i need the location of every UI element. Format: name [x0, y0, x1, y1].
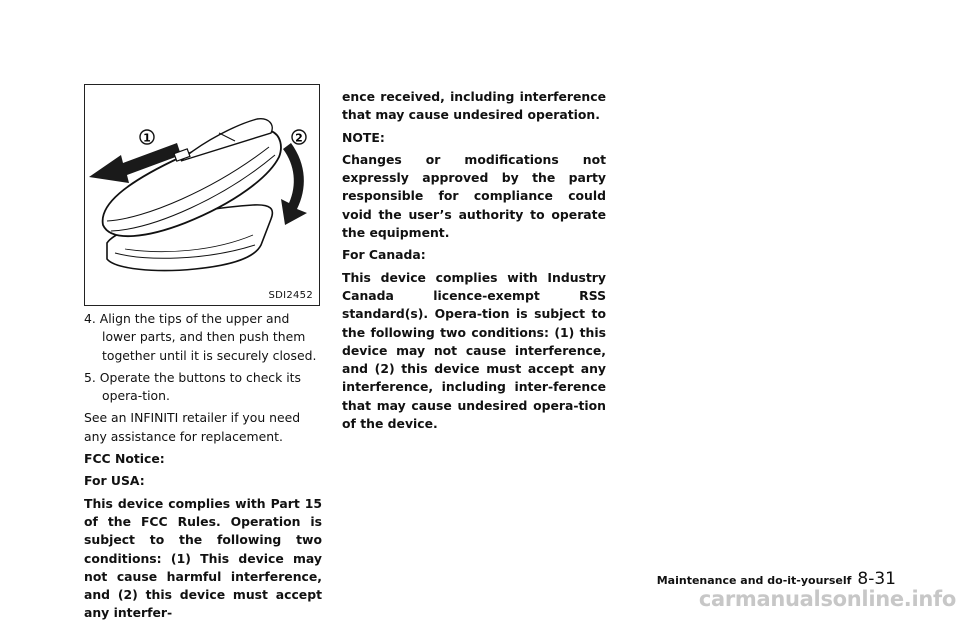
usa-text-continued: ence received, including interference that may cause undesired operation. [342, 89, 606, 123]
watermark: carmanualsonline.info [698, 587, 956, 611]
note-heading: NOTE: [342, 129, 385, 145]
page-number: 8-31 [857, 569, 896, 589]
step-5: 5. Operate the buttons to check its opera-tion. [84, 369, 301, 404]
key-fob-drawing [85, 85, 321, 307]
retailer-note: See an INFINITI retailer if you need any assistance for replacement. [84, 410, 301, 444]
page-footer [657, 569, 896, 589]
left-column [84, 310, 322, 627]
section-label: Maintenance and do-it-yourself [656, 574, 852, 587]
fcc-notice-heading: FCC Notice: [84, 451, 165, 467]
figure-code: SDI2452 [268, 290, 313, 301]
callout-1-label: 1 [143, 131, 151, 145]
step-4: 4. Align the tips of the upper and lower parts, and then push them together until it is securely closed. [84, 311, 317, 363]
callout-2-label: 2 [295, 131, 303, 145]
canada-heading: For Canada: [342, 247, 426, 263]
key-fob-illustration [84, 84, 320, 306]
right-column [342, 88, 606, 437]
usa-heading: For USA: [84, 473, 145, 489]
canada-text: This device complies with Industry Canada licence-exempt RSS standard(s). Opera-tion is subject to the following two conditions: (1) this device may not cause interference, and (2) this device must accept any interference, including inter-ference that may cause undesired opera-tion of the device. [342, 269, 606, 432]
arrow-curved-down-icon [281, 143, 307, 225]
note-text: Changes or modifications not expressly approved by the party responsible for compliance could void the user’s authority to operate the equipment. [342, 151, 606, 241]
usa-text: This device complies with Part 15 of the FCC Rules. Operation is subject to the following two conditions: (1) This device may not cause harmful interference, and (2) this device must accept any interfer- [84, 495, 322, 621]
